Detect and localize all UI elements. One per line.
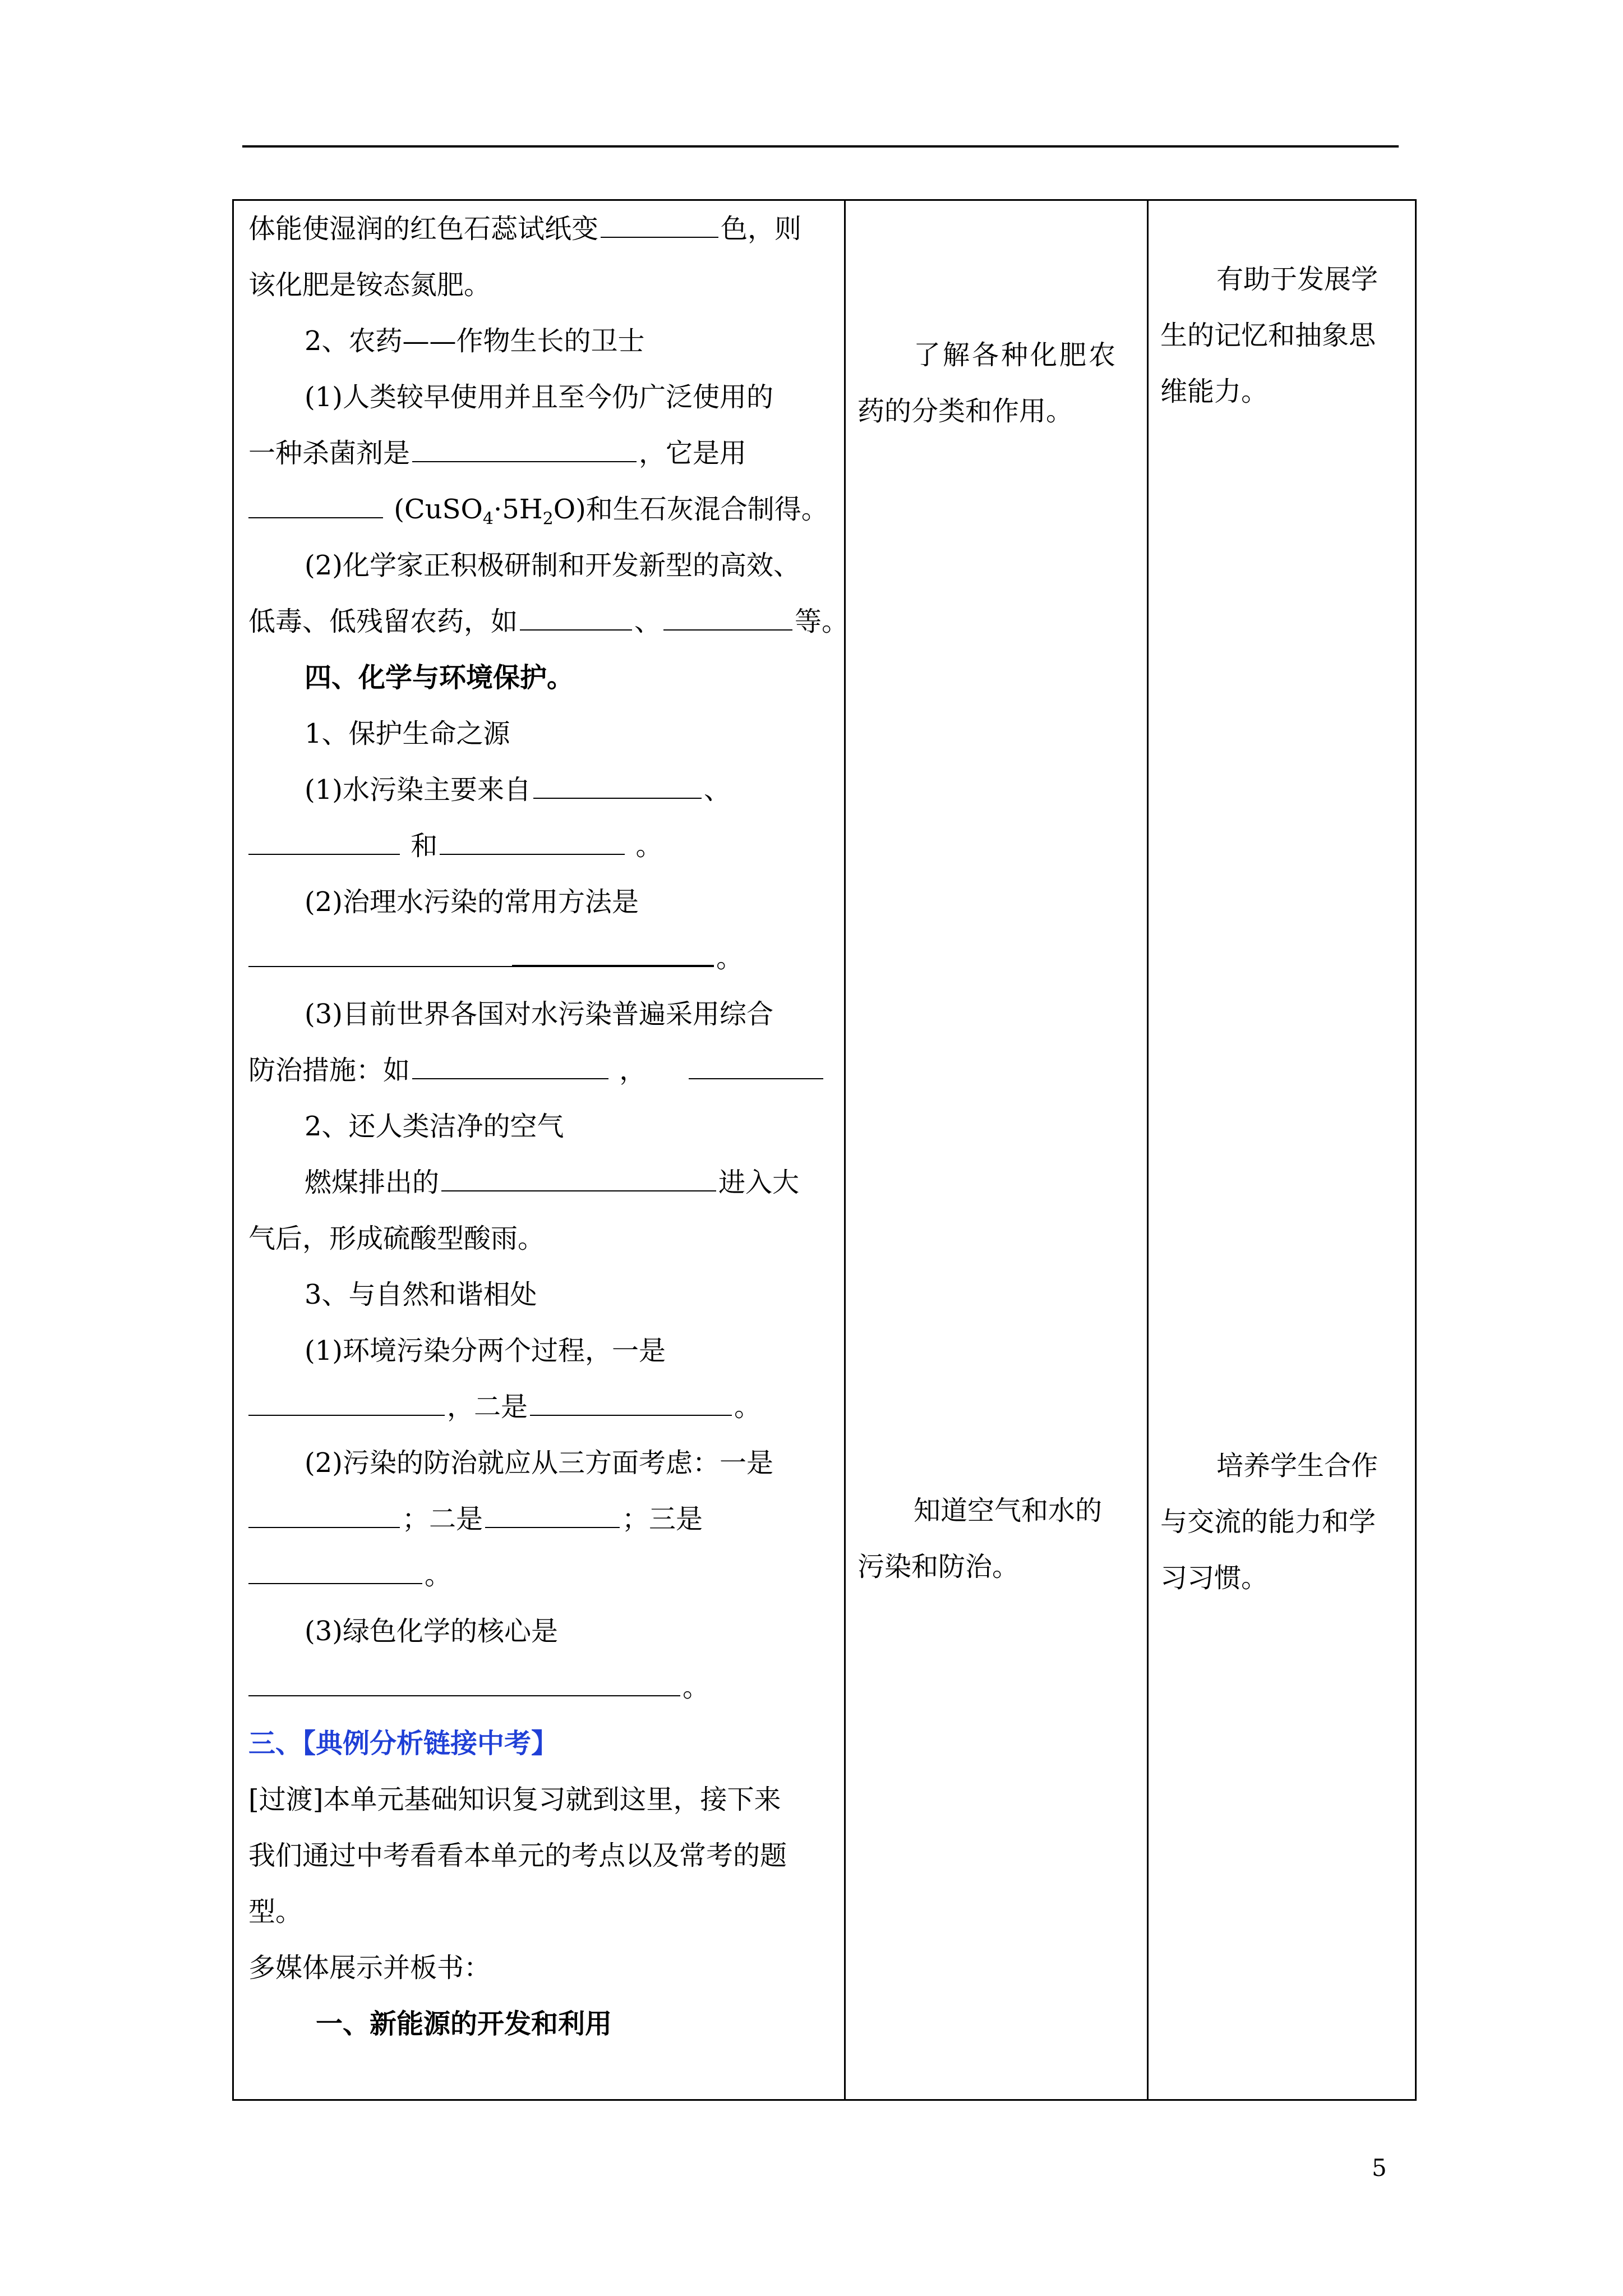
fill-blank[interactable] — [663, 595, 792, 631]
text-line: [过渡]本单元基础知识复习就到这里，接下来 — [248, 1784, 781, 1815]
page-number: 5 — [1372, 2154, 1387, 2182]
fill-blank[interactable] — [512, 930, 714, 967]
column-divider-2 — [1147, 201, 1149, 2099]
fill-blank[interactable] — [440, 819, 625, 855]
intent-cell-2 — [1160, 1438, 1407, 1606]
subsection-heading: 1、保护生命之源 — [305, 718, 510, 749]
objective-line: 知道空气和水的 — [914, 1495, 1103, 1526]
text-line: 型。 — [248, 1896, 303, 1927]
text-line: 。 — [248, 1659, 832, 1715]
objective-line: 药的分类和作用。 — [857, 395, 1073, 427]
text-line: 和 。 — [248, 818, 832, 874]
fill-blank[interactable] — [248, 1380, 445, 1416]
text-line: 我们通过中考看看本单元的考点以及常考的题 — [248, 1840, 787, 1871]
text-line: 一种杀菌剂是 ，它是用 — [248, 425, 832, 481]
intent-line: 习习惯。 — [1160, 1562, 1269, 1594]
content-column — [248, 201, 849, 2052]
column-divider-1 — [844, 201, 846, 2099]
intent-line: 维能力。 — [1160, 376, 1269, 407]
lesson-table — [232, 199, 1417, 2101]
objective-cell-1 — [857, 327, 1138, 439]
text-line: (2)污染的防治就应从三方面考虑：一是 — [305, 1447, 773, 1479]
subsection-heading: 3、与自然和谐相处 — [305, 1279, 537, 1310]
fill-blank[interactable] — [533, 763, 702, 799]
text-line: 体能使湿润的红色石蕊试纸变 色，则 — [248, 201, 832, 257]
text-line: ；二是 ；三是 — [248, 1491, 832, 1547]
fill-blank[interactable] — [248, 1492, 400, 1528]
text-line: 。 — [248, 930, 832, 986]
text-line: 。 — [248, 1547, 832, 1603]
text-line: 气后，形成硫酸型酸雨。 — [248, 1223, 545, 1254]
intent-line: 有助于发展学 — [1216, 264, 1378, 295]
section-heading: 四、化学与环境保护。 — [305, 662, 574, 693]
fill-blank[interactable] — [601, 202, 718, 238]
text-line: (2)治理水污染的常用方法是 — [305, 886, 639, 918]
text-line: (1)水污染主要来自 、 — [248, 762, 832, 818]
fill-blank[interactable] — [485, 1492, 620, 1528]
subsection-heading: 2、还人类洁净的空气 — [305, 1111, 564, 1142]
section-heading-highlight: 三、【典例分析链接中考】 — [248, 1728, 559, 1759]
fill-blank[interactable] — [412, 426, 637, 462]
intent-line: 生的记忆和抽象思 — [1160, 320, 1376, 351]
text-line: 防治措施：如 ， — [248, 1042, 832, 1098]
subsection-heading: 2、农药——作物生长的卫士 — [305, 325, 645, 357]
intent-line: 与交流的能力和学 — [1160, 1506, 1376, 1538]
header-rule — [242, 145, 1399, 148]
text-line: ，二是 。 — [248, 1379, 832, 1435]
objective-cell-2 — [857, 1483, 1138, 1595]
fill-blank[interactable] — [248, 1660, 680, 1696]
fill-blank[interactable] — [248, 931, 512, 967]
text-line: (2)化学家正积极研制和开发新型的高效、 — [305, 550, 800, 581]
section-heading: 一、新能源的开发和利用 — [316, 2008, 612, 2040]
intent-cell-1 — [1160, 251, 1407, 420]
text-line: (3)目前世界各国对水污染普遍采用综合 — [305, 999, 773, 1030]
text-line: (1)人类较早使用并且至今仍广泛使用的 — [305, 381, 773, 413]
fill-blank[interactable] — [530, 1380, 732, 1416]
fill-blank[interactable] — [248, 819, 400, 855]
text-line: 燃煤排出的 进入大 — [248, 1154, 832, 1211]
objective-line: 污染和防治。 — [857, 1551, 1020, 1582]
text-line: 低毒、低残留农药，如 、 等。 — [248, 593, 832, 650]
fill-blank[interactable] — [689, 1043, 823, 1079]
text-line: $(CuSO_4\cdot 5H_2O)$和生石灰混合制得。 — [248, 481, 832, 537]
text-line: 多媒体展示并板书： — [248, 1952, 491, 1984]
objective-line: 了解各种化肥农 — [914, 339, 1118, 371]
fill-blank[interactable] — [441, 1156, 716, 1191]
text-line: (1)环境污染分两个过程，一是 — [305, 1335, 666, 1366]
fill-blank[interactable] — [248, 1548, 422, 1584]
text-line: 该化肥是铵态氮肥。 — [248, 269, 491, 301]
text-line: (3)绿色化学的核心是 — [305, 1616, 558, 1647]
fill-blank[interactable] — [520, 595, 632, 631]
fill-blank[interactable] — [248, 482, 383, 518]
intent-line: 培养学生合作 — [1216, 1450, 1378, 1481]
fill-blank[interactable] — [412, 1043, 608, 1079]
